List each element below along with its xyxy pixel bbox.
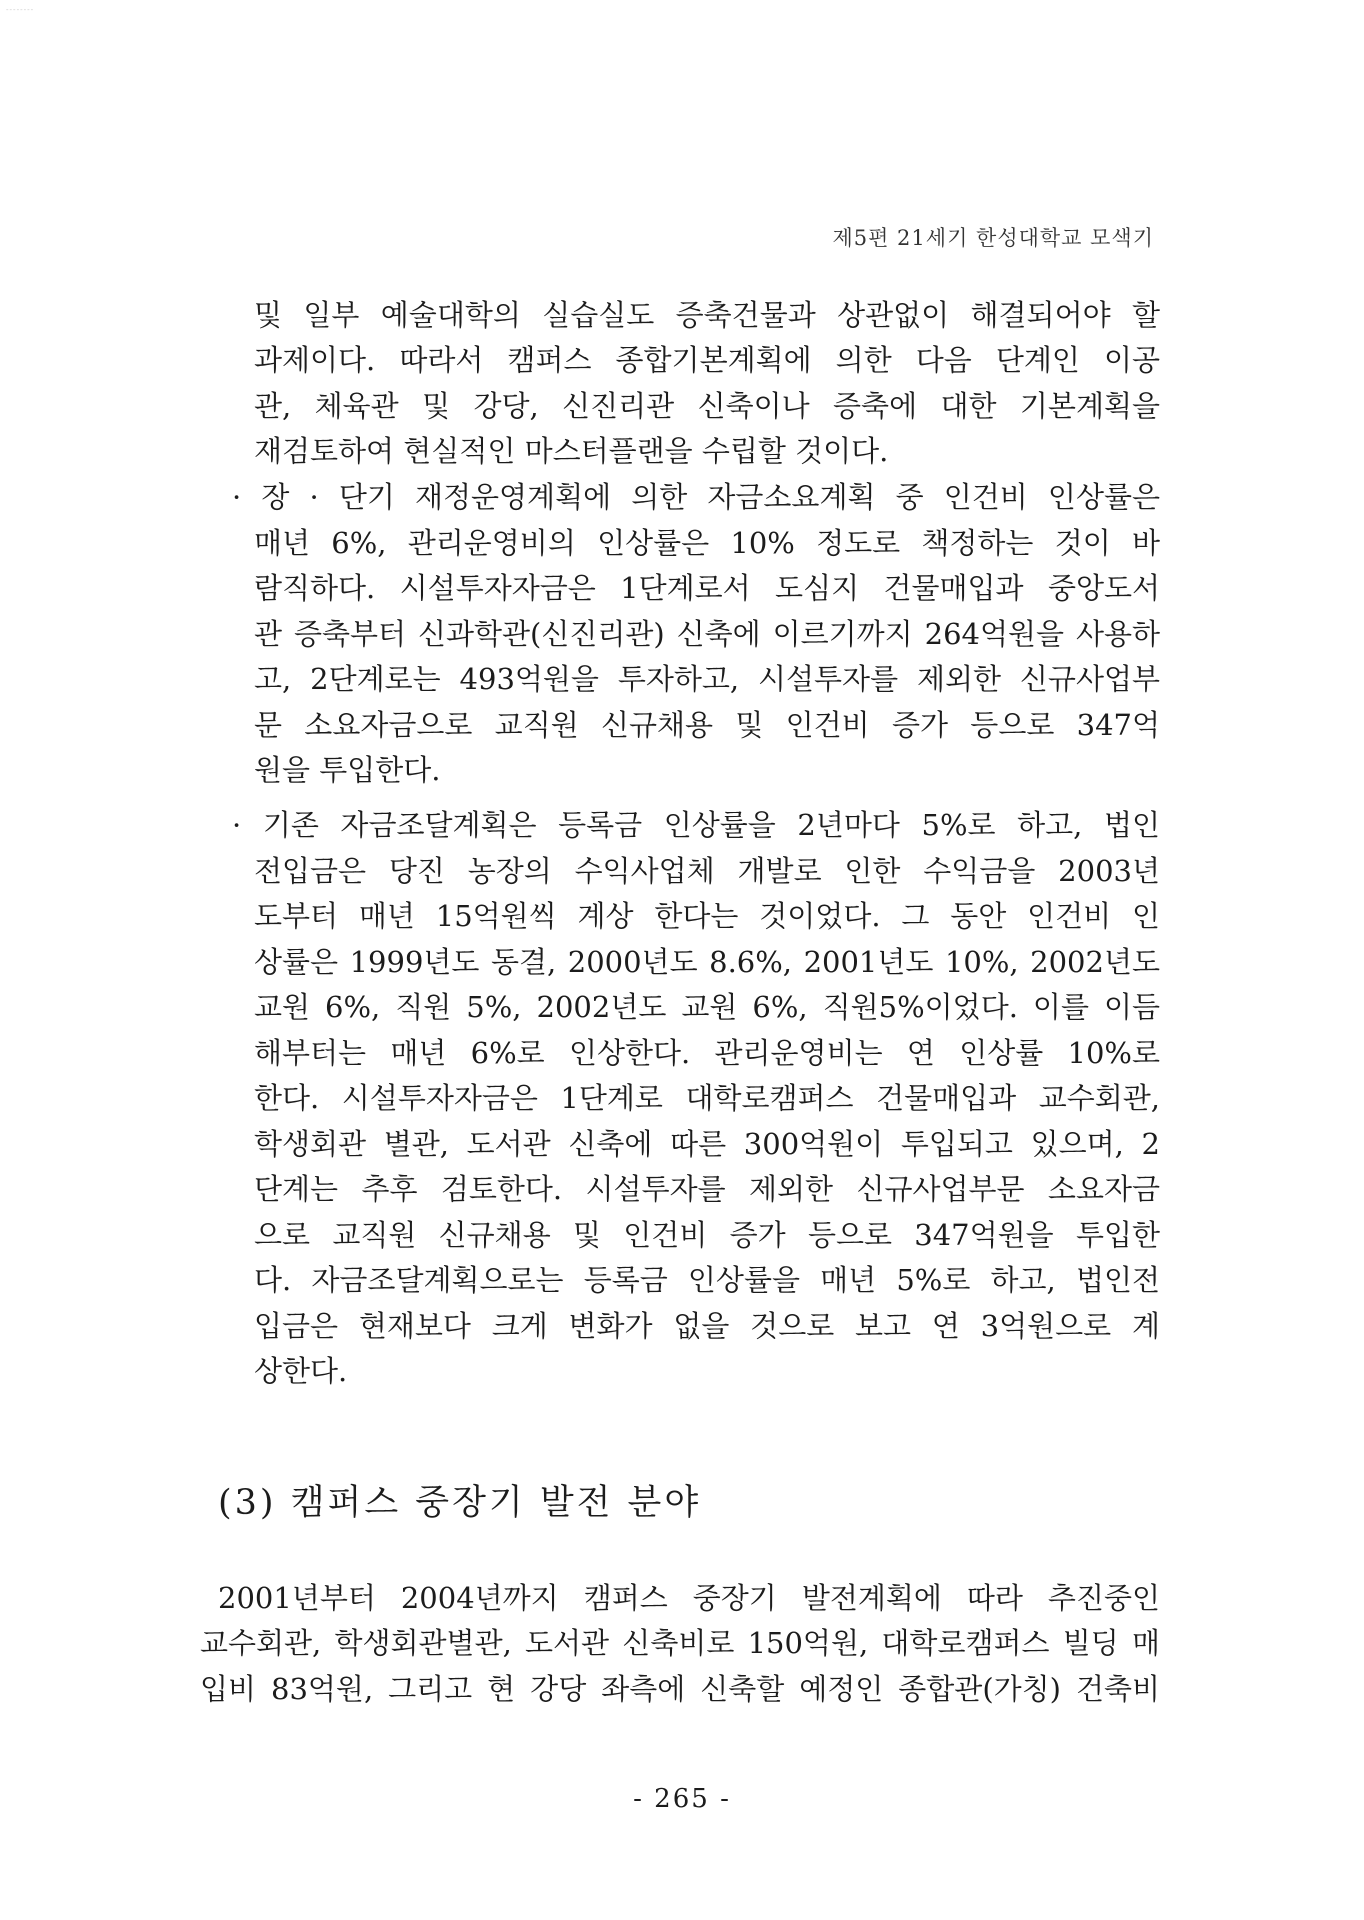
bullet-item-line: 상률은 1999년도 동결, 2000년도 8.6%, 2001년도 10%, 2002년도 <box>254 945 1160 979</box>
bullet-item-line: · 장 · 단기 재정운영계획에 의한 자금소요계획 중 인건비 인상률은 <box>232 480 1160 514</box>
bullet-item-line: 한다. 시설투자자금은 1단계로 대학로캠퍼스 건물매입과 교수회관, <box>254 1081 1160 1115</box>
body-line: 관, 체육관 및 강당, 신진리관 신축이나 증축에 대한 기본계획을 <box>254 389 1160 423</box>
bullet-item-line: 입금은 현재보다 크게 변화가 없을 것으로 보고 연 3억원으로 계 <box>254 1309 1160 1343</box>
body-line: 재검토하여 현실적인 마스터플랜을 수립할 것이다. <box>254 434 889 468</box>
bullet-item-line: 고, 2단계로는 493억원을 투자하고, 시설투자를 제외한 신규사업부 <box>254 662 1160 696</box>
bullet-item-line: 해부터는 매년 6%로 인상한다. 관리운영비는 연 인상률 10%로 <box>254 1036 1160 1070</box>
bullet-item-line: 매년 6%, 관리운영비의 인상률은 10% 정도로 책정하는 것이 바 <box>254 526 1160 560</box>
bullet-item-line: 학생회관 별관, 도서관 신축에 따른 300억원이 투입되고 있으며, 2 <box>254 1127 1160 1161</box>
bullet-item-line: 도부터 매년 15억원씩 계상 한다는 것이었다. 그 동안 인건비 인 <box>254 899 1160 933</box>
bullet-item-line: 문 소요자금으로 교직원 신규채용 및 인건비 증가 등으로 347억 <box>254 708 1160 742</box>
section-heading: (3) 캠퍼스 중장기 발전 분야 <box>218 1483 702 1523</box>
paragraph-line: 2001년부터 2004년까지 캠퍼스 중장기 발전계획에 따라 추진중인 <box>218 1581 1160 1615</box>
bullet-item-line: 으로 교직원 신규채용 및 인건비 증가 등으로 347억원을 투입한 <box>254 1218 1160 1252</box>
bullet-item-line: 교원 6%, 직원 5%, 2002년도 교원 6%, 직원5%이었다. 이를 이듬 <box>254 990 1160 1024</box>
bullet-item-line: 전입금은 당진 농장의 수익사업체 개발로 인한 수익금을 2003년 <box>254 854 1160 888</box>
running-header: 제5편 21세기 한성대학교 모색기 <box>832 226 1154 250</box>
bullet-item-line: · 기존 자금조달계획은 등록금 인상률을 2년마다 5%로 하고, 법인 <box>232 808 1160 842</box>
bullet-item-line: 관 증축부터 신과학관(신진리관) 신축에 이르기까지 264억원을 사용하 <box>254 617 1160 651</box>
bullet-item-line: 단계는 추후 검토한다. 시설투자를 제외한 신규사업부문 소요자금 <box>254 1172 1160 1206</box>
body-line: 및 일부 예술대학의 실습실도 증축건물과 상관없이 해결되어야 할 <box>254 298 1160 332</box>
bullet-item-line: 다. 자금조달계획으로는 등록금 인상률을 매년 5%로 하고, 법인전 <box>254 1263 1160 1297</box>
page-number: - 265 - <box>633 1784 731 1814</box>
bullet-item-line: 람직하다. 시설투자자금은 1단계로서 도심지 건물매입과 중앙도서 <box>254 571 1160 605</box>
scan-mark: -------- <box>6 6 35 14</box>
body-line: 과제이다. 따라서 캠퍼스 종합기본계획에 의한 다음 단계인 이공 <box>254 343 1160 377</box>
bullet-item-line: 상한다. <box>254 1354 348 1388</box>
bullet-item-line: 원을 투입한다. <box>254 753 441 787</box>
paragraph-line: 입비 83억원, 그리고 현 강당 좌측에 신축할 예정인 종합관(가칭) 건축비 <box>200 1672 1160 1706</box>
paragraph-line: 교수회관, 학생회관별관, 도서관 신축비로 150억원, 대학로캠퍼스 빌딩 매 <box>200 1626 1160 1660</box>
